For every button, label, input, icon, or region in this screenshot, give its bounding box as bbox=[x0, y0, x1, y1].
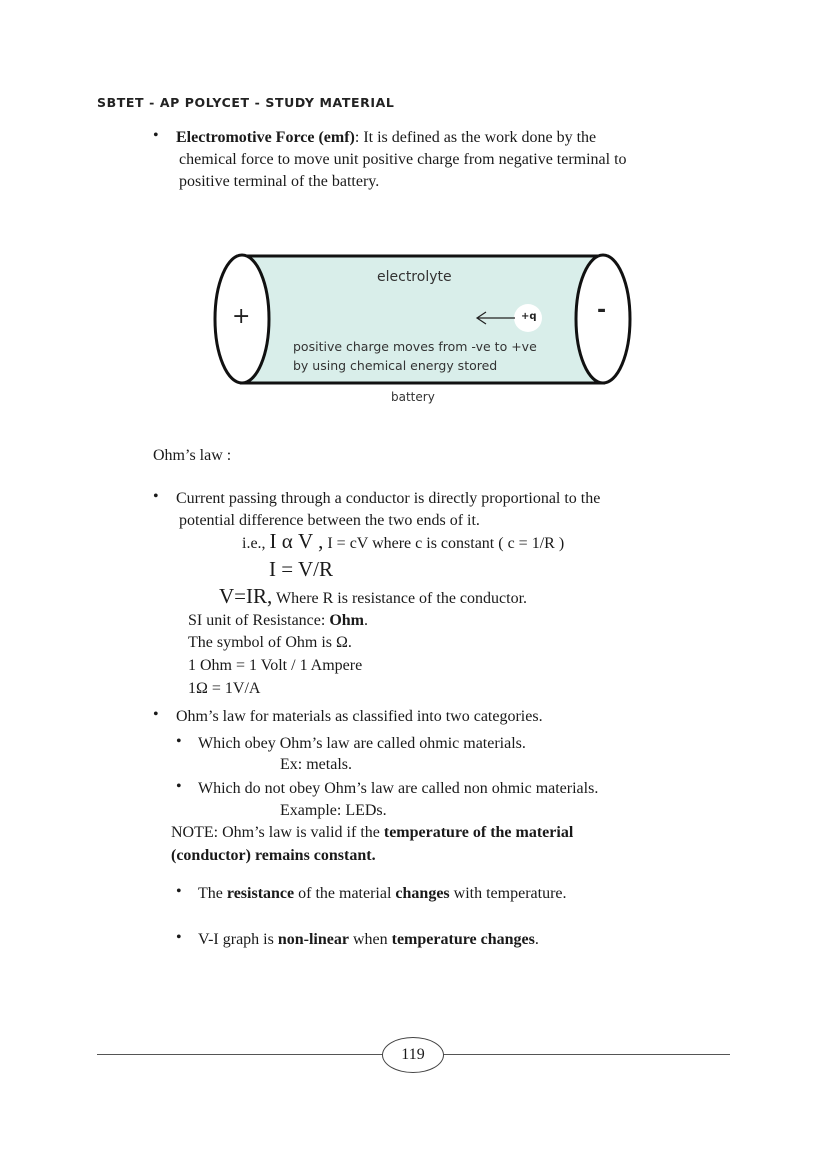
battery-diagram bbox=[210, 248, 640, 418]
si-unit-value: Ohm bbox=[329, 612, 364, 629]
emf-line-3: positive terminal of the battery. bbox=[179, 173, 380, 190]
note-line-1 bbox=[171, 822, 573, 843]
ohm-point1-line2: potential difference between the two ends of it. bbox=[179, 512, 480, 529]
si-unit-prefix: SI unit of Resistance: bbox=[188, 612, 326, 629]
battery-caption: battery bbox=[391, 390, 435, 404]
sub3-mid: of the material bbox=[298, 885, 392, 902]
si-unit-line bbox=[188, 610, 368, 631]
emf-line-1 bbox=[176, 127, 596, 148]
bullet-icon: • bbox=[153, 488, 159, 505]
si-unit-suffix: . bbox=[363, 612, 368, 629]
sub4-mid: when bbox=[352, 931, 388, 948]
ohm-point1-line1: Current passing through a conductor is directly proportional to the bbox=[176, 490, 601, 507]
bullet-icon: • bbox=[176, 929, 182, 946]
footer-rule-right bbox=[443, 1054, 730, 1055]
sub3-bold-resistance: resistance bbox=[226, 885, 295, 902]
page-header: SBTET - AP POLYCET - STUDY MATERIAL bbox=[97, 95, 395, 110]
resistance-changes-line bbox=[198, 883, 567, 904]
bullet-icon: • bbox=[153, 706, 159, 723]
bullet-icon: • bbox=[176, 883, 182, 900]
proportional-expr: I α V , bbox=[269, 529, 324, 553]
bullet-icon: • bbox=[176, 733, 182, 750]
ie-rest: I = cV where c is constant ( c = 1/R ) bbox=[327, 535, 565, 552]
ohm-definition-short: 1Ω = 1V/A bbox=[188, 680, 261, 697]
sub4-bold-nonlinear: non-linear bbox=[277, 931, 349, 948]
bullet-icon: • bbox=[176, 778, 182, 795]
page-number: 119 bbox=[382, 1037, 444, 1073]
sub4-prefix: V-I graph is bbox=[198, 931, 274, 948]
note-bold-1: temperature of the material bbox=[383, 824, 574, 841]
electrolyte-label: electrolyte bbox=[377, 269, 452, 285]
emf-line1-text: : It is defined as the work done by the bbox=[354, 129, 597, 146]
ohm-symbol-line: The symbol of Ohm is Ω. bbox=[188, 634, 352, 651]
sub4-suffix: . bbox=[534, 931, 539, 948]
plus-sign: + bbox=[232, 304, 251, 329]
vi-graph-line bbox=[198, 929, 539, 950]
non-ohmic-materials: Which do not obey Ohm’s law are called non ohmic materials. bbox=[198, 780, 599, 797]
emf-abbr: (emf) bbox=[318, 129, 355, 146]
note-line-2: (conductor) remains constant. bbox=[171, 847, 376, 864]
footer-rule-left bbox=[97, 1054, 383, 1055]
equation-v-equals-ir: V=IR, bbox=[219, 584, 273, 608]
emf-line-2: chemical force to move unit positive charge from negative terminal to bbox=[179, 151, 627, 168]
ie-prefix: i.e., bbox=[242, 535, 266, 552]
charge-label: +q bbox=[521, 311, 537, 322]
diagram-description-2: by using chemical energy stored bbox=[293, 358, 498, 373]
non-ohmic-example: Example: LEDs. bbox=[280, 802, 387, 819]
ohms-law-heading: Ohm’s law : bbox=[153, 447, 232, 464]
equation-i-equals-v-over-r: I = V/R bbox=[269, 557, 333, 581]
sub4-bold-temperature: temperature changes bbox=[391, 931, 535, 948]
ie-line bbox=[242, 531, 564, 554]
ohm-definition: 1 Ohm = 1 Volt / 1 Ampere bbox=[188, 657, 363, 674]
sub3-bold-changes: changes bbox=[395, 885, 450, 902]
ohmic-materials: Which obey Ohm’s law are called ohmic materials. bbox=[198, 735, 526, 752]
sub3-suffix: with temperature. bbox=[453, 885, 567, 902]
note-prefix: NOTE: Ohm’s law is valid if the bbox=[171, 824, 380, 841]
diagram-description-1: positive charge moves from -ve to +ve bbox=[293, 339, 537, 354]
sub3-prefix: The bbox=[198, 885, 223, 902]
equation-v-equals-ir-line bbox=[219, 586, 527, 609]
equation-v-equals-ir-note: Where R is resistance of the conductor. bbox=[275, 590, 528, 607]
ohm-point2: Ohm’s law for materials as classified into two categories. bbox=[176, 708, 543, 725]
ohmic-example: Ex: metals. bbox=[280, 756, 352, 773]
bullet-icon: • bbox=[153, 127, 159, 144]
minus-sign: - bbox=[597, 298, 607, 323]
emf-term: Electromotive Force bbox=[176, 129, 315, 146]
